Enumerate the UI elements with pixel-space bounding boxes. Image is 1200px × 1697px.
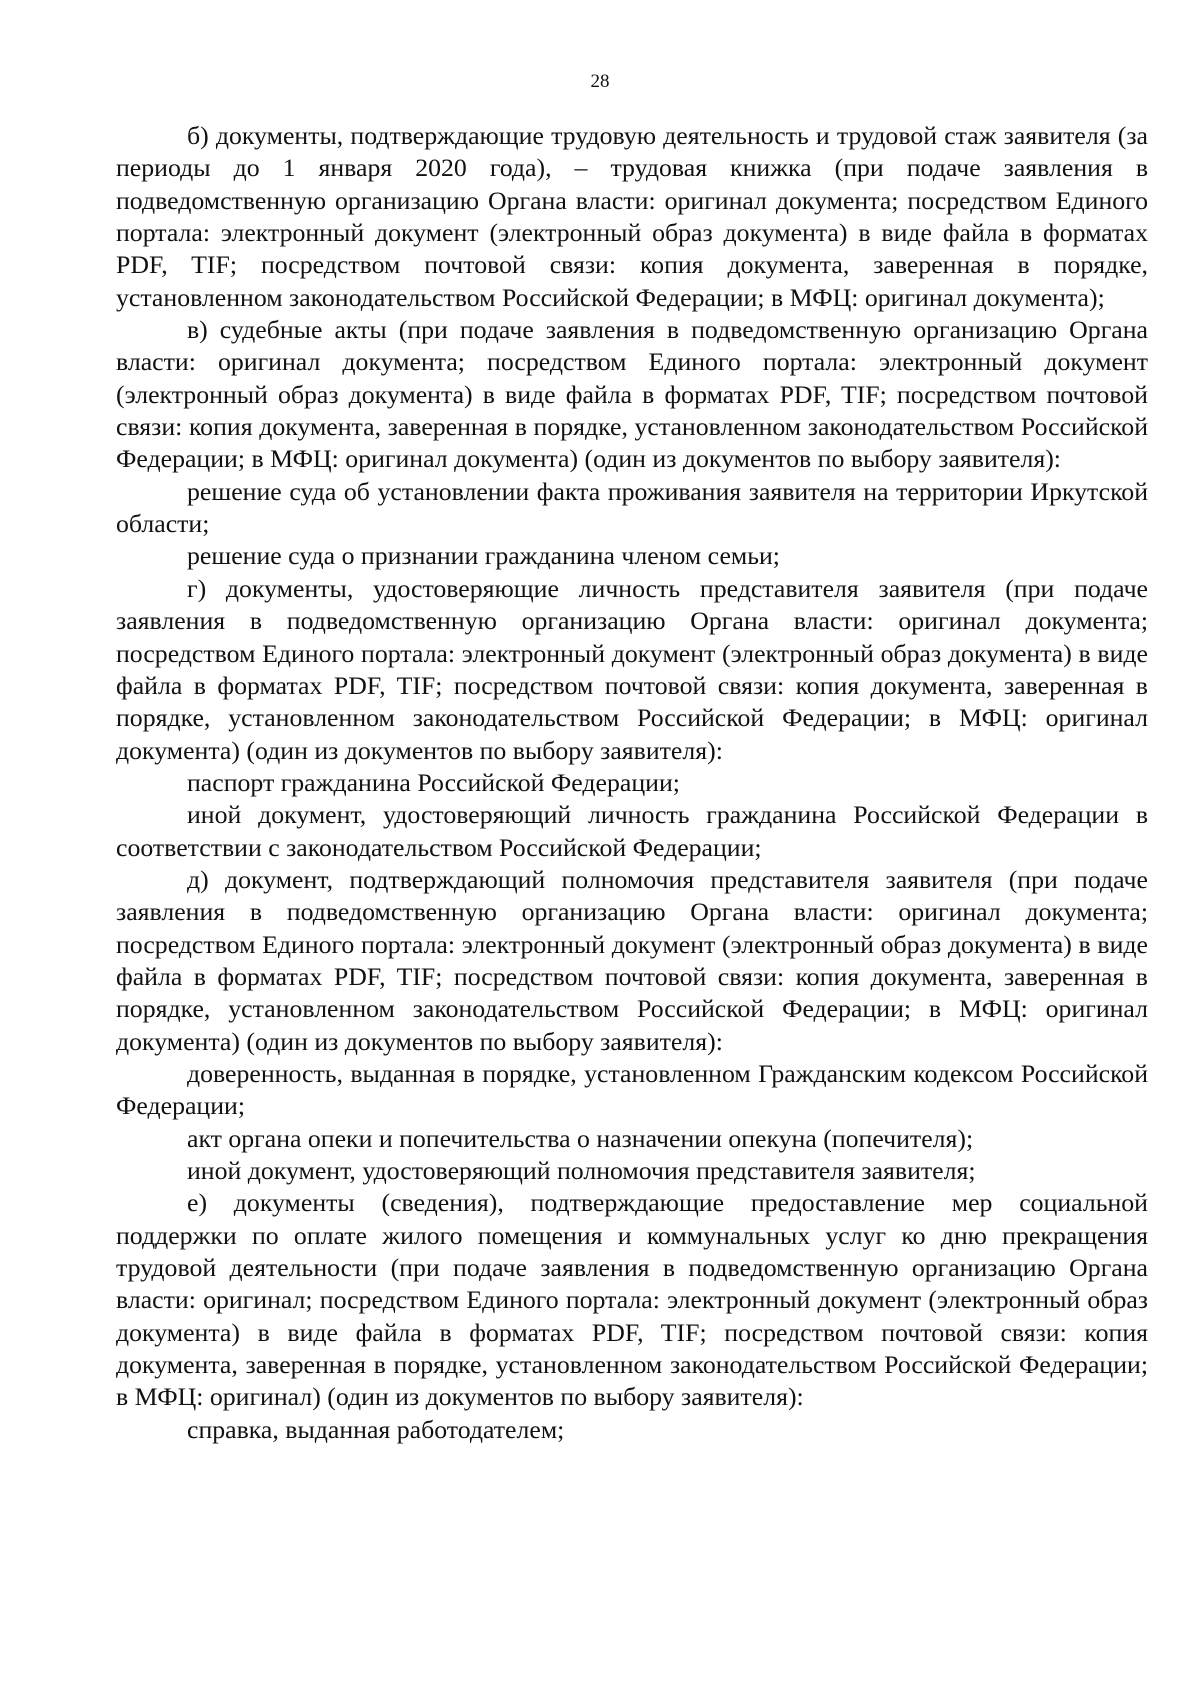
list-item-power-of-attorney: доверенность, выданная в порядке, установленном Гражданским кодексом Российской Федерации; xyxy=(116,1058,1148,1121)
list-item-employer-certificate: справка, выданная работодателем; xyxy=(187,1414,565,1444)
paragraph-e-social-support-documents: е) документы (сведения), подтверждающие предоставление мер социальной поддержки по оплате жилого помещения и коммунальных услуг ко дню прекращения трудовой деятельности (при подаче заявления в подведомственную организацию Органа власти: оригинал; посредством Единого портала: электронный документ (электронный образ документа) в виде файла в форматах PDF, TIF; посредством почтовой связи: копия документа, заверенная в порядке, установленном законодательством Российской Федерации; в МФЦ: оригинал) (один из документов по выбору заявителя): xyxy=(116,1188,1148,1412)
paragraph-v-court-acts: в) судебные акты (при подаче заявления в подведомственную организацию Органа власти: оригинал документа; посредством Единого портала: электронный документ (электронный образ документа) в виде файла в форматах PDF, TIF; посредством почтовой связи: копия документа, заверенная в порядке, установленном законодательством Российской Федерации; в МФЦ: оригинал документа) (один из документов по выбору заявителя): xyxy=(116,315,1148,474)
list-item-family-member-court-decision: решение суда о признании гражданина членом семьи; xyxy=(187,541,780,571)
list-item-passport: паспорт гражданина Российской Федерации; xyxy=(187,767,680,797)
list-item-guardianship-act: акт органа опеки и попечительства о назначении опекуна (попечителя); xyxy=(187,1123,974,1153)
page-number: 28 xyxy=(590,71,610,92)
paragraph-b-employment-documents: б) документы, подтверждающие трудовую деятельность и трудовой стаж заявителя (за периоды до 1 января 2020 года), – трудовая книжка (при подаче заявления в подведомственную организацию Органа власти: оригинал документа; посредством Единого портала: электронный документ (электронный образ документа) в виде файла в форматах PDF, TIF; посредством почтовой связи: копия документа, заверенная в порядке, установленном законодательством Российской Федерации; в МФЦ: оригинал документа); xyxy=(116,121,1148,312)
list-item-residence-court-decision: решение суда об установлении факта проживания заявителя на территории Иркутской области; xyxy=(116,476,1148,539)
list-item-other-authority-document: иной документ, удостоверяющий полномочия представителя заявителя; xyxy=(187,1156,976,1185)
list-item-other-identity-document: иной документ, удостоверяющий личность гражданина Российской Федерации в соответствии с законодательством Российской Федерации; xyxy=(116,800,1148,862)
paragraph-g-representative-identity: г) документы, удостоверяющие личность представителя заявителя (при подаче заявления в подведомственную организацию Органа власти: оригинал документа; посредством Единого портала: электронный документ (электронный образ документа) в виде файла в форматах PDF, TIF; посредством почтовой связи: копия документа, заверенная в порядке, установленном законодательством Российской Федерации; в МФЦ: оригинал документа) (один из документов по выбору заявителя): xyxy=(116,573,1148,765)
paragraph-d-representative-authority: д) документ, подтверждающий полномочия представителя заявителя (при подаче заявления в подведомственную организацию Органа власти: оригинал документа; посредством Единого портала: электронный документ (электронный образ документа) в виде файла в форматах PDF, TIF; посредством почтовой связи: копия документа, заверенная в порядке, установленном законодательством Российской Федерации; в МФЦ: оригинал документа) (один из документов по выбору заявителя): xyxy=(116,864,1148,1056)
document-body xyxy=(116,120,1148,1446)
